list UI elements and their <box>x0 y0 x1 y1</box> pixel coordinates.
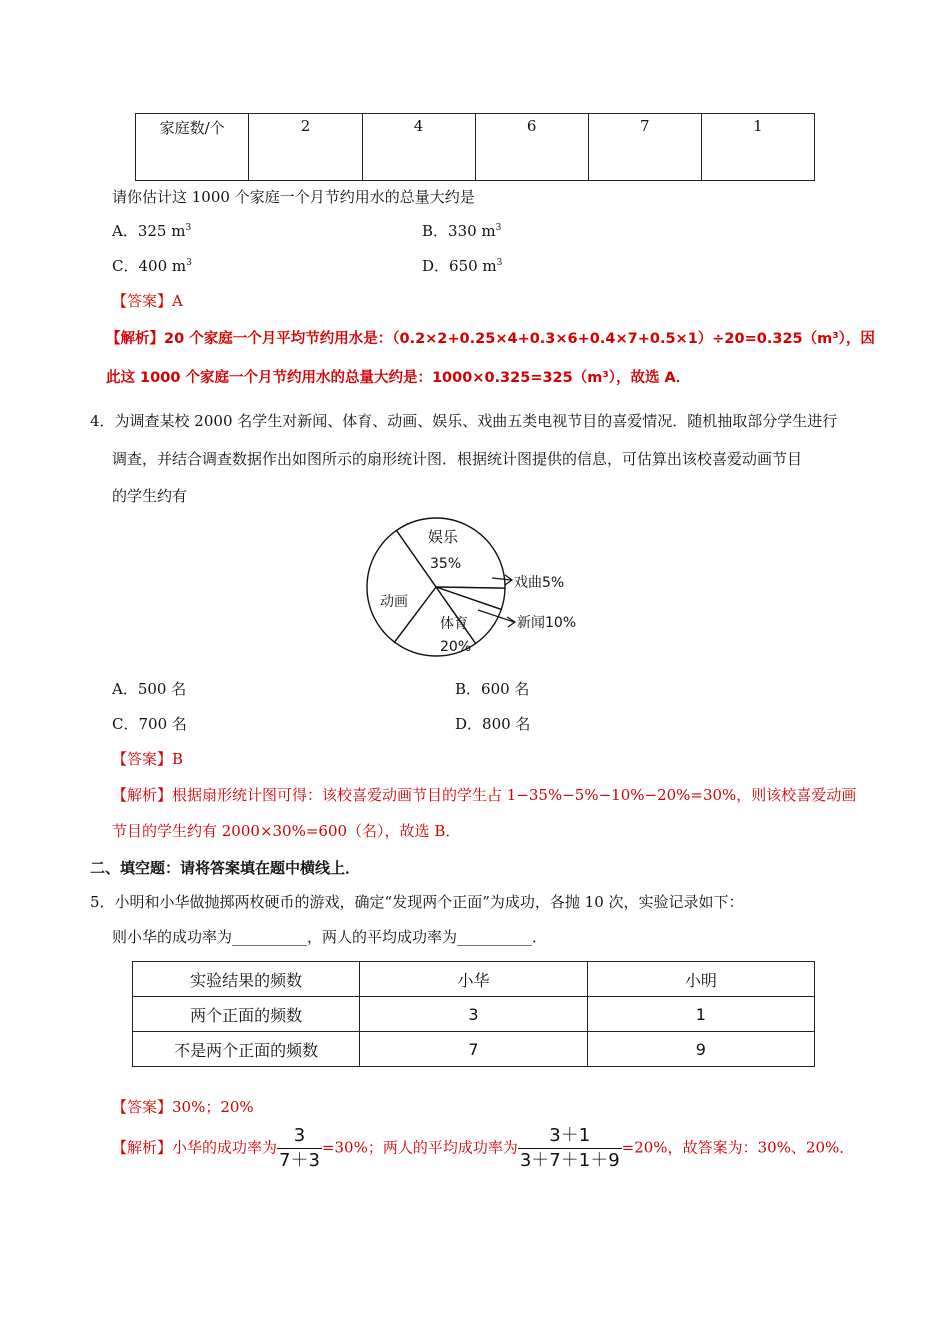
table-cell: 6 <box>475 114 588 181</box>
unit-sup: 3 <box>185 223 192 233</box>
q3-analysis-line1: 【解析】20 个家庭一个月平均节约用水是：（0.2×2+0.25×4+0.3×6+0.4×7+0.5×1）÷20=0.325（m³），因 <box>106 331 875 347</box>
label-animation: 动画 <box>380 594 408 610</box>
analysis-prefix: 【解析】小华的成功率为 <box>112 1138 278 1157</box>
table-cell: 两个正面的频数 <box>133 997 360 1032</box>
label-sports: 体育 <box>440 616 468 632</box>
table-cell: 不是两个正面的频数 <box>133 1032 360 1067</box>
label-news: 新闻10% <box>517 615 577 631</box>
unit-sup: 3 <box>496 258 503 268</box>
label-entertainment-pct: 35% <box>430 556 462 572</box>
coin-table <box>132 961 815 1067</box>
q3-option-b <box>422 220 501 241</box>
q4-option-a: A．500 名 <box>112 680 187 698</box>
table-label-cell: 家庭数/个 <box>136 114 249 181</box>
option-text: C．400 m <box>112 257 187 275</box>
q4-line3: 的学生约有 <box>112 487 188 505</box>
table-header: 小明 <box>587 962 814 997</box>
label-entertainment: 娱乐 <box>428 528 459 546</box>
q3-option-c <box>112 255 192 276</box>
q5-line1: 5．小明和小华做抛掷两枚硬币的游戏，确定“发现两个正面”为成功，各抛 10 次，实验记录如下： <box>90 893 744 911</box>
analysis-mid: =30%；两人的平均成功率为 <box>321 1138 518 1157</box>
q3-stem: 请你估计这 1000 个家庭一个月节约用水的总量大约是 <box>112 188 475 206</box>
label-opera: 戏曲5% <box>514 575 565 591</box>
household-table <box>135 113 815 181</box>
table-cell: 7 <box>588 114 701 181</box>
fraction-1-denominator: 7＋3 <box>279 1150 320 1171</box>
q4-line1: 4．为调查某校 2000 名学生对新闻、体育、动画、娱乐、戏曲五类电视节目的喜爱情况．随机抽取部分学生进行 <box>90 412 838 430</box>
q4-option-b: B．600 名 <box>455 680 530 698</box>
q4-analysis-line2: 节目的学生约有 2000×30%=600（名），故选 B． <box>112 822 461 840</box>
option-text: A．325 m <box>112 222 186 240</box>
option-text: D．650 m <box>422 257 497 275</box>
table-cell: 1 <box>587 997 814 1032</box>
q5-analysis <box>112 1124 854 1173</box>
q3-option-d <box>422 255 502 276</box>
pie-chart <box>360 510 600 665</box>
table-cell: 1 <box>701 114 814 181</box>
fraction-2 <box>518 1124 622 1173</box>
label-sports-pct: 20% <box>440 639 472 655</box>
fraction-2-numerator: 3＋1 <box>518 1124 622 1149</box>
q4-analysis-line1: 【解析】根据扇形统计图可得：该校喜爱动画节目的学生占 1−35%−5%−10%−20%=30%，则该校喜爱动画 <box>112 786 857 804</box>
table-cell: 7 <box>360 1032 587 1067</box>
unit-sup: 3 <box>186 258 192 268</box>
table-cell: 2 <box>249 114 362 181</box>
fraction-1 <box>277 1124 322 1173</box>
q5-line2: 则小华的成功率为__________，两人的平均成功率为__________． <box>112 928 548 946</box>
option-text: B．330 m <box>422 222 496 240</box>
table-header: 小华 <box>360 962 587 997</box>
q3-analysis-line2: 此这 1000 个家庭一个月节约用水的总量大约是：1000×0.325=325（m³），故选 A． <box>106 370 691 386</box>
q4-option-c: C．700 名 <box>112 715 187 733</box>
q5-answer: 【答案】30%；20% <box>112 1098 254 1116</box>
section2-heading: 二、填空题：请将答案填在题中横线上． <box>90 859 361 877</box>
q4-line2: 调查，并结合调查数据作出如图所示的扇形统计图．根据统计图提供的信息，可估算出该校喜爱动画节目 <box>112 450 803 468</box>
q3-option-a <box>112 220 191 241</box>
q4-answer: 【答案】B <box>112 750 184 768</box>
unit-sup: 3 <box>495 223 502 233</box>
table-cell: 4 <box>362 114 475 181</box>
fraction-1-numerator: 3 <box>277 1124 322 1149</box>
fraction-2-denominator: 3＋7＋1＋9 <box>519 1150 620 1171</box>
analysis-suffix: =20%，故答案为：30%、20%． <box>621 1138 855 1157</box>
q3-answer: 【答案】A <box>112 292 183 310</box>
q4-option-d: D．800 名 <box>455 715 531 733</box>
table-cell: 3 <box>360 997 587 1032</box>
table-header: 实验结果的频数 <box>133 962 360 997</box>
table-cell: 9 <box>587 1032 814 1067</box>
